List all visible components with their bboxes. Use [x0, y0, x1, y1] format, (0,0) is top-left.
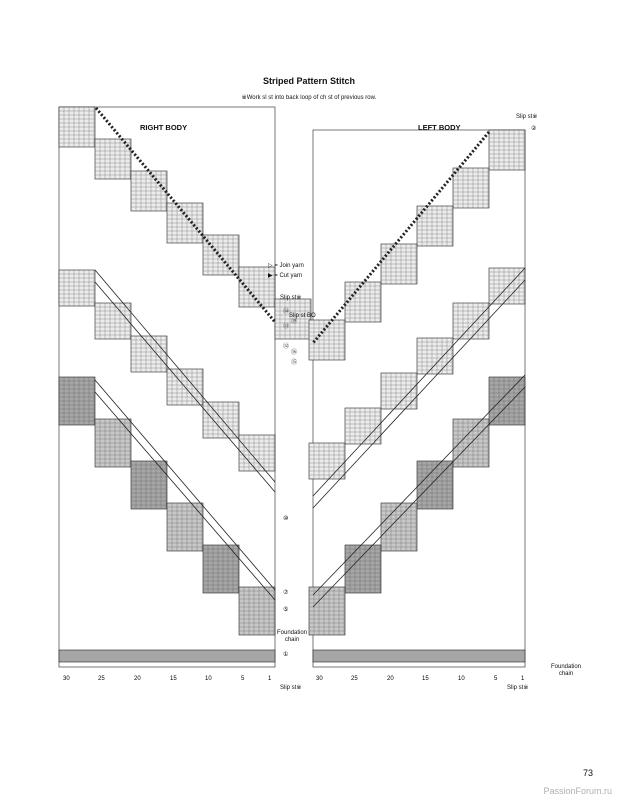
axis-tick-left-body: 25 — [351, 676, 358, 682]
right-middle-block — [203, 402, 239, 438]
axis-tick-right-body: 10 — [205, 676, 212, 682]
cut-yarn-icon: ▶ — [268, 273, 273, 279]
left-body-heading: LEFT BODY — [418, 123, 461, 132]
row-number-marker: ② — [531, 125, 537, 132]
axis-tick-left-body: 20 — [387, 676, 394, 682]
watermark: PassionForum.ru — [543, 786, 612, 796]
left-foundation-bar — [313, 650, 525, 662]
row-number-marker: ⑬ — [283, 323, 290, 330]
axis-tick-left-body: 15 — [422, 676, 429, 682]
right-middle-block — [95, 303, 131, 339]
legend-cut-text: = Cut yarn — [274, 273, 303, 279]
axis-tick-right-body: 30 — [63, 676, 70, 682]
legend-join — [268, 262, 304, 269]
row-number-marker: ⑦ — [283, 589, 289, 596]
axis-tick-right-body: 1 — [268, 676, 272, 682]
right-body-heading: RIGHT BODY — [140, 123, 188, 132]
axis-tick-left-body: 30 — [316, 676, 323, 682]
axis-tick-left-body: 1 — [521, 676, 525, 682]
axis-tick-right-body: 20 — [134, 676, 141, 682]
slip-st-top-label: Slip st※ — [516, 114, 538, 120]
axis-tick-left-body: 5 — [494, 676, 498, 682]
slip-st-bo-label: Slip st BO — [289, 313, 316, 319]
slip-st-mid-label: Slip st※ — [280, 295, 302, 301]
right-band-2 — [95, 380, 275, 590]
left-middle-block — [309, 443, 345, 479]
axis-tick-right-body: 5 — [241, 676, 245, 682]
axis-tick-left-body: 10 — [458, 676, 465, 682]
left-middle-block — [417, 338, 453, 374]
right-middle-block — [239, 435, 275, 471]
row-number-marker: ⑫ — [283, 343, 290, 350]
left-middle-block — [453, 303, 489, 339]
join-yarn-icon: ▷ — [268, 263, 273, 269]
foundation-chain-right-label: Foundation chain — [550, 664, 582, 677]
slip-st-bottom-right-label: Slip st※ — [507, 685, 529, 691]
page-number: 73 — [583, 768, 594, 778]
right-middle-block — [131, 336, 167, 372]
row-number-marker: ⑮ — [291, 359, 298, 366]
row-number-marker: ① — [283, 651, 289, 658]
row-number-marker: ⑲ — [291, 318, 298, 325]
right-middle-block — [59, 270, 95, 306]
axis-tick-right-body: 25 — [98, 676, 105, 682]
page-title: Striped Pattern Stitch — [262, 76, 355, 86]
page-note: ※Work sl st into back loop of ch st of previous row. — [241, 95, 377, 101]
row-number-marker: ⑭ — [283, 308, 290, 315]
right-foundation-bar — [59, 650, 275, 662]
row-number-marker: ⑤ — [283, 606, 289, 613]
legend-cut — [268, 272, 302, 279]
right-band-2b — [95, 392, 275, 600]
legend-join-text: = Join yarn — [274, 263, 304, 269]
foundation-chain-mid-label: Foundation chain — [277, 630, 308, 643]
slip-st-bottom-left-label: Slip st※ — [280, 685, 302, 691]
left-middle-block — [345, 408, 381, 444]
axis-tick-right-body: 15 — [170, 676, 177, 682]
row-number-marker: ⑩ — [283, 515, 289, 522]
row-number-marker: ⑯ — [291, 349, 298, 356]
